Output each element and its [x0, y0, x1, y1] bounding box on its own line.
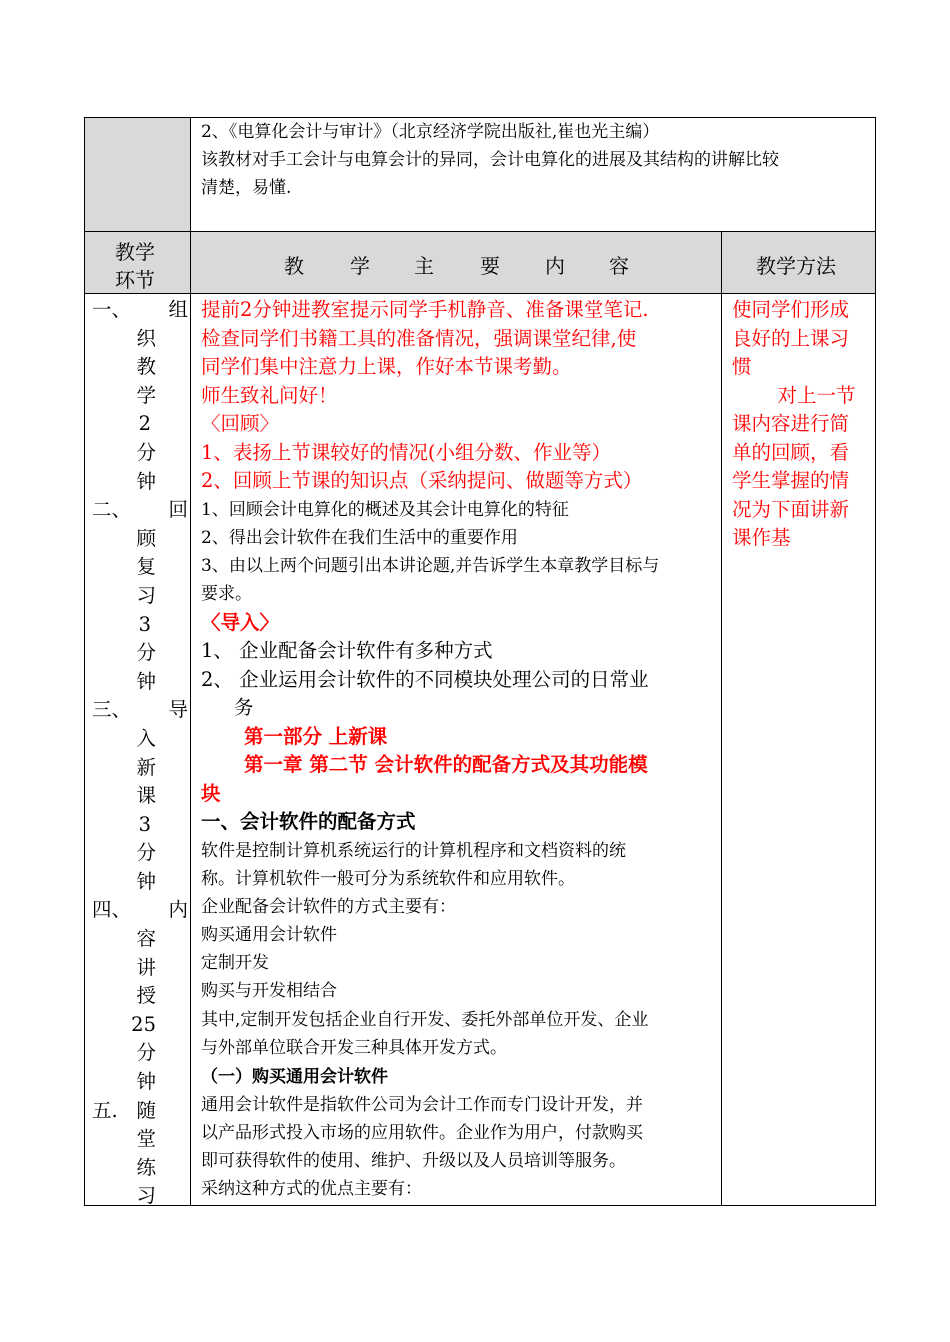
stage-1-char: 教	[136, 355, 156, 379]
content-red-4: 师生致礼问好！	[201, 384, 338, 407]
content-red-6: 1、表扬上节课较好的情况(小组分数、作业等）	[201, 441, 612, 464]
stage-1-row	[92, 296, 188, 325]
stage-1-num: 一、	[92, 298, 132, 321]
content-review-4: 要求。	[201, 584, 252, 604]
content-review-3: 3、由以上两个问题引出本讲论题,并告诉学生本章教学目标与	[201, 556, 660, 576]
top-cell-line-1: 2、《电算化会计与审计》（北京经济学院出版社,崔也光主编）	[201, 122, 660, 142]
stage-4-char: 讲	[136, 955, 156, 979]
content-para-6a: 其中,定制开发包括企业自行开发、委托外部单位开发、企业	[201, 1010, 649, 1030]
content-review-2: 2、得出会计软件在我们生活中的重要作用	[201, 528, 518, 548]
table-border-left	[84, 117, 85, 1206]
stage-2-first: 回	[168, 498, 188, 522]
method-line-5: 课内容进行简	[732, 412, 850, 435]
header-content-char-3: 主	[414, 254, 434, 278]
method-line-4: 对上一节	[758, 384, 856, 407]
stage-1-char: 2	[138, 412, 151, 436]
content-para-6b: 与外部单位联合开发三种具体开发方式。	[201, 1038, 507, 1058]
stage-3-char: 新	[136, 755, 156, 779]
stage-3-char: 钟	[136, 869, 156, 893]
stage-3-char: 课	[136, 784, 156, 808]
stage-4-row	[92, 896, 188, 925]
stage-2-char: 分	[136, 641, 156, 665]
content-intro-title: 〈导入〉	[201, 611, 280, 634]
stage-1-char: 学	[136, 383, 156, 407]
stage-4-num: 四、	[92, 898, 132, 922]
stage-2-char: 习	[136, 583, 156, 607]
header-stage-line-2: 环节	[115, 268, 155, 292]
header-content-char-6: 容	[609, 254, 629, 278]
header-content-char-5: 内	[545, 254, 565, 278]
stage-4-first: 内	[168, 898, 188, 922]
stage-5-row	[92, 1097, 188, 1126]
stage-3-first: 导	[168, 698, 188, 722]
table-rule-header-bottom	[84, 293, 876, 294]
content-review-1: 1、回顾会计电算化的概述及其会计电算化的特征	[201, 500, 569, 520]
method-line-8: 况为下面讲新	[732, 498, 850, 521]
stage-3-char: 分	[136, 841, 156, 865]
stage-3-num: 三、	[92, 698, 132, 722]
method-line-9: 课作基	[732, 526, 791, 549]
stage-5-num: 五.	[92, 1098, 118, 1122]
content-subsection-1: （一）购买通用会计软件	[201, 1067, 388, 1087]
stage-4-char: 钟	[136, 1070, 156, 1094]
header-content-char-4: 要	[480, 254, 500, 278]
stage-4-char: 授	[136, 984, 156, 1008]
stage-5-char: 习	[136, 1184, 156, 1208]
header-stage-line-1: 教学	[115, 240, 155, 264]
table-border-right	[875, 117, 876, 1206]
content-para-7a: 通用会计软件是指软件公司为会计工作而专门设计开发，并	[201, 1095, 643, 1115]
content-intro-1: 1、 企业配备会计软件有多种方式	[201, 639, 493, 662]
content-chapter-title-a: 第一章 第二节 会计软件的配备方式及其功能模	[244, 753, 648, 776]
stage-1-char: 分	[136, 440, 156, 464]
table-rule-header-top	[84, 231, 876, 232]
table-col-divider-2	[721, 231, 722, 1206]
content-red-1: 提前2分钟进教室提示同学手机静音、准备课堂笔记.	[201, 298, 649, 321]
header-method: 教学方法	[756, 254, 836, 278]
table-col-divider-1	[190, 117, 191, 1206]
header-content-char-2: 学	[350, 254, 370, 278]
content-part-title: 第一部分 上新课	[244, 725, 388, 748]
stage-4-char: 25	[131, 1012, 156, 1036]
content-para-8: 采纳这种方式的优点主要有：	[201, 1179, 422, 1199]
content-intro-2a: 2、 企业运用会计软件的不同模块处理公司的日常业	[201, 668, 649, 691]
method-line-3: 惯	[732, 355, 752, 378]
stage-5-char: 练	[136, 1155, 156, 1179]
stage-2-char: 复	[136, 555, 156, 579]
content-para-1a: 软件是控制计算机系统运行的计算机程序和文档资料的统	[201, 841, 626, 861]
content-section-1-title: 一、会计软件的配备方式	[201, 810, 416, 833]
content-para-1b: 称。计算机软件一般可分为系统软件和应用软件。	[201, 869, 575, 889]
content-para-7c: 即可获得软件的使用、维护、升级以及人员培训等服务。	[201, 1151, 626, 1171]
content-para-2: 企业配备会计软件的方式主要有：	[201, 897, 456, 917]
stage-2-char: 3	[138, 612, 151, 636]
stage-1-char: 钟	[136, 469, 156, 493]
header-content-char-1: 教	[284, 254, 304, 278]
content-intro-2b: 务	[234, 696, 254, 719]
stage-column	[92, 296, 188, 1211]
content-para-5: 购买与开发相结合	[201, 981, 337, 1001]
content-red-2: 检查同学们书籍工具的准备情况，强调课堂纪律,使	[201, 327, 637, 350]
method-line-2: 良好的上课习	[732, 327, 850, 350]
content-para-7b: 以产品形式投入市场的应用软件。企业作为用户，付款购买	[201, 1123, 643, 1143]
stage-2-char: 钟	[136, 669, 156, 693]
top-cell-line-2: 该教材对手工会计与电算会计的异同，会计电算化的进展及其结构的讲解比较	[201, 150, 779, 170]
method-line-1: 使同学们形成	[732, 298, 850, 321]
stage-2-num: 二、	[92, 498, 132, 522]
stage-4-char: 分	[136, 1041, 156, 1065]
stage-2-row	[92, 496, 188, 525]
content-review-tag: 〈回顾〉	[201, 412, 280, 435]
stage-3-char: 入	[136, 726, 156, 750]
content-red-3: 同学们集中注意力上课，作好本节课考勤。	[201, 355, 572, 378]
table-border-bottom	[84, 1205, 876, 1206]
top-left-shaded-cell	[84, 118, 190, 231]
method-line-6: 单的回顾，看	[732, 441, 850, 464]
stage-3-row	[92, 696, 188, 725]
content-chapter-title-b: 块	[201, 782, 221, 805]
stage-1-char: 织	[136, 326, 156, 350]
stage-3-char: 3	[138, 812, 151, 836]
stage-1-first: 组	[168, 298, 188, 321]
stage-4-char: 容	[136, 927, 156, 951]
content-red-7: 2、回顾上节课的知识点（采纳提问、做题等方式）	[201, 469, 643, 492]
stage-5-first: 随	[136, 1098, 156, 1122]
method-line-7: 学生掌握的情	[732, 469, 850, 492]
stage-2-char: 顾	[136, 526, 156, 550]
top-cell-line-3: 清楚，易懂.	[201, 178, 292, 198]
stage-5-char: 堂	[136, 1127, 156, 1151]
content-para-4: 定制开发	[201, 953, 269, 973]
content-para-3: 购买通用会计软件	[201, 925, 337, 945]
